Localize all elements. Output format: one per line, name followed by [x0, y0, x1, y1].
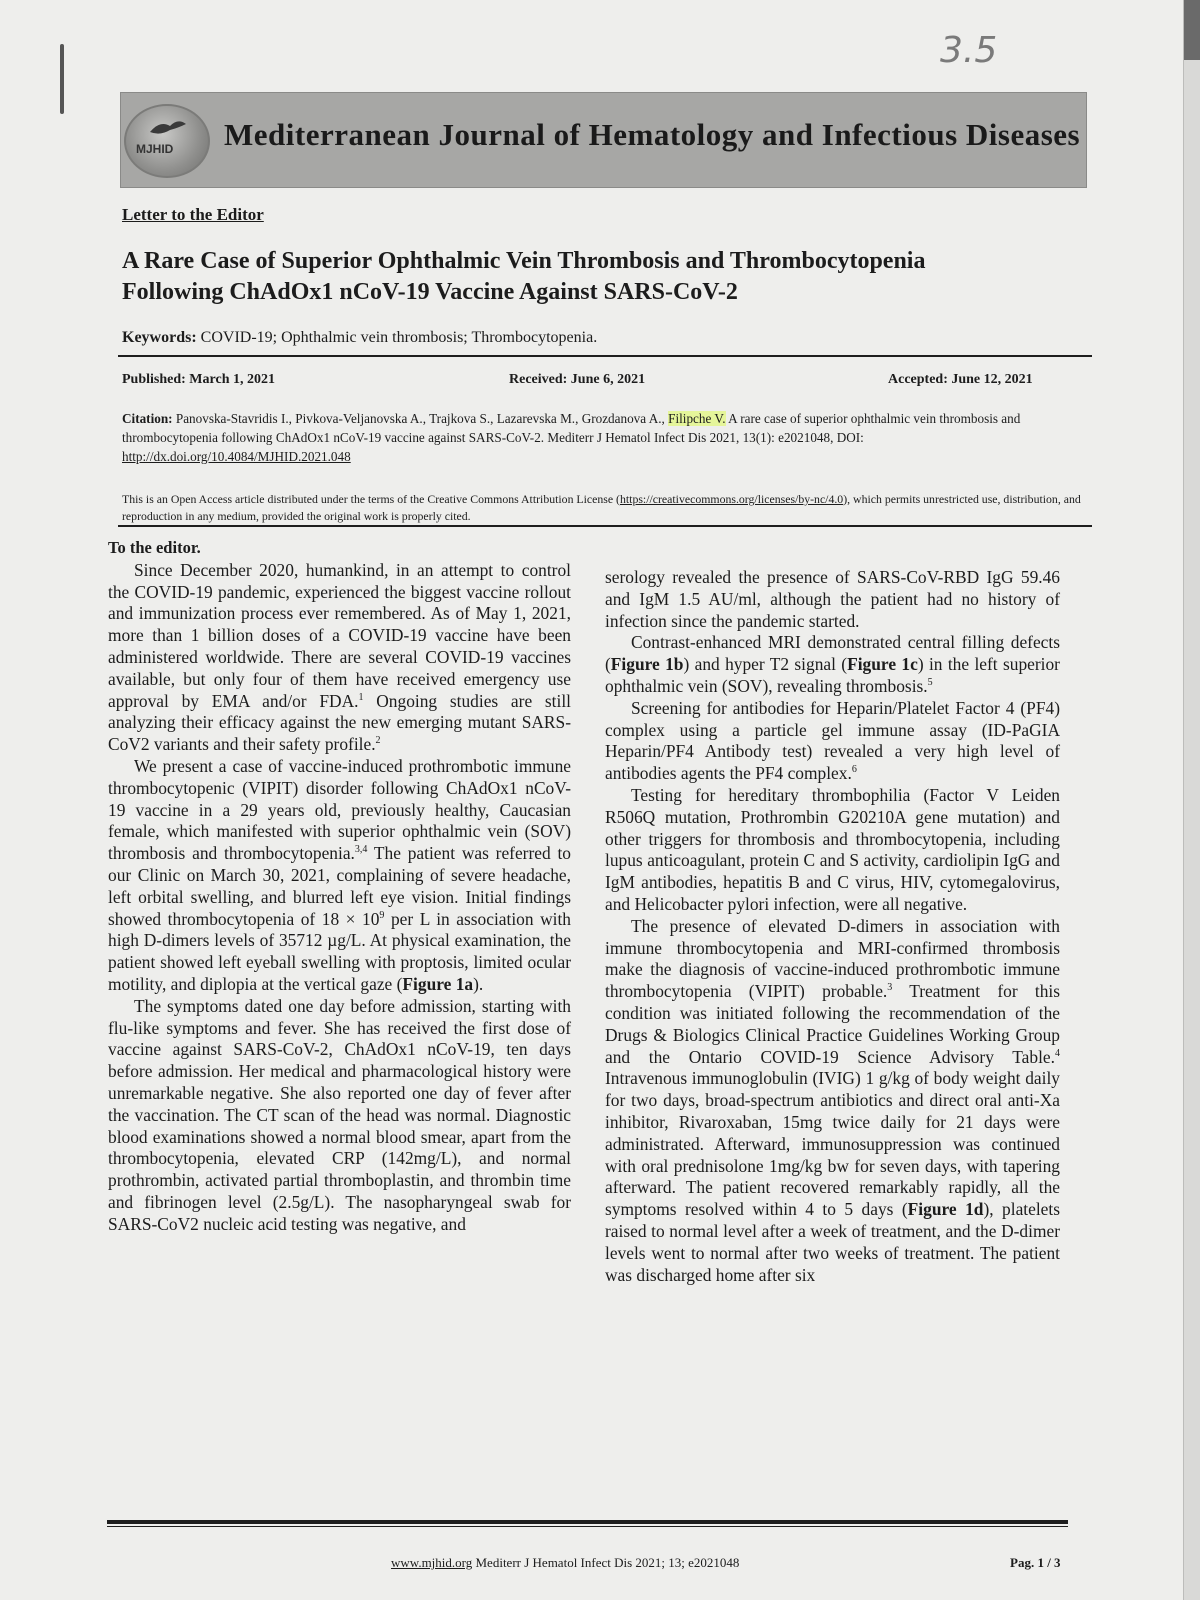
- figure-ref: Figure 1d: [907, 1199, 984, 1220]
- body-column-right: [605, 567, 1060, 1286]
- license-text: This is an Open Access article distributed under the terms of the Creative Commons Attribution License (: [122, 492, 620, 506]
- license-link[interactable]: https://creativecommons.org/licenses/by-nc/4.0: [619, 492, 844, 506]
- figure-ref: Figure 1c: [847, 654, 918, 675]
- citation-highlighted-author: Filipche V.: [668, 411, 726, 426]
- figure-ref: Figure 1a: [402, 973, 474, 994]
- body-heading: To the editor.: [108, 538, 201, 557]
- page-number: Pag. 1 / 3: [1010, 1555, 1061, 1570]
- paragraph: Since December 2020, humankind, in an attempt to control the COVID-19 pandemic, experienced the biggest vaccine rollout and immunization process ever remembered. As of May 1, 2021, more than 1 billion doses of a COVID-19 vaccine have been administered worldwide. There are several COVID-19 vaccines available, but only four of them have received emergency use approval by EMA and/or FDA.$^1$ Ongoing studies are still analyzing their efficacy against the new emerging mutant SARS-CoV2 variants and their safety profile.$^2$: [108, 559, 572, 755]
- body-column-left: [108, 537, 571, 1236]
- paragraph: Contrast-enhanced MRI demonstrated central filling defects (Figure 1b) and hyper T2 signal (Figure 1c) in the left superior ophthalmic vein (SOV), revealing thrombosis.$^5$: [605, 632, 1060, 696]
- article-section: Letter to the Editor: [122, 205, 264, 224]
- article-title-line: Following ChAdOx1 nCoV-19 Vaccine Against SARS-CoV-2: [122, 279, 738, 305]
- paragraph: We present a case of vaccine-induced prothrombotic immune thrombocytopenic (VIPIT) disorder following ChAdOx1 nCoV-19 vaccine in a 29 years old, previously healthy, Caucasian female, which manifested with superior ophthalmic vein (SOV) thrombosis and thrombocytopenia.$^{3,4}$ The patient was referred to our Clinic on March 30, 2021, complaining of severe headache, left orbital swelling, and blurred left eye vision. Initial findings showed thrombocytopenia of $18 \times 10^9$ per L in association with high D-dimers levels of 35712 µg/L. At physical examination, the patient showed left eyeball swelling with proptosis, limited ocular motility, and diplopia at the vertical gaze (Figure 1a).: [108, 755, 572, 994]
- citation-label: Citation:: [122, 411, 173, 426]
- citation: [122, 409, 1082, 466]
- handwritten-note: 3.5: [940, 30, 998, 71]
- logo-emblem-icon: [148, 118, 188, 136]
- keywords-list: COVID-19; Ophthalmic vein thrombosis; Thrombocytopenia.: [200, 329, 598, 346]
- journal-logo: [124, 104, 210, 178]
- keywords: [122, 329, 597, 347]
- citation-authors: Panovska-Stavridis I., Pivkova-Veljanovska A., Trajkova S., Lazarevska M., Grozdanova A.,: [175, 411, 665, 426]
- divider: [118, 355, 1092, 357]
- license-notice: [122, 491, 1082, 525]
- doi-link[interactable]: http://dx.doi.org/10.4084/MJHID.2021.048: [122, 449, 351, 464]
- paragraph: serology revealed the presence of SARS-CoV-RBD IgG 59.46 and IgM 1.5 AU/ml, although the patient had no history of infection since the pandemic started.: [605, 567, 1060, 631]
- paragraph: Screening for antibodies for Heparin/Platelet Factor 4 (PF4) complex using a particle gel immune assay (ID-PaGIA Heparin/PF4 Antibody test) revealed a very high level of antibodies agents the PF4 complex.$^6$: [605, 697, 1060, 784]
- journal-banner: [120, 92, 1087, 188]
- logo-text: MJHID: [136, 142, 174, 156]
- footer-divider: [107, 1520, 1068, 1524]
- accepted-date: Accepted: June 12, 2021: [888, 372, 1033, 387]
- paragraph: The presence of elevated D-dimers in association with immune thrombocytopenia and MRI-confirmed thrombosis make the diagnosis of vaccine-induced prothrombotic immune thrombocytopenia (VIPIT) probable.$^3$ Treatment for this condition was initiated following the recommendation of the Drugs & Biologics Clinical Practice Guidelines Working Group and the Ontario COVID-19 Science Advisory Table.$^4$ Intravenous immunoglobulin (IVIG) 1 g/kg of body weight daily for two days, broad-spectrum antibiotics and direct oral anti-Xa inhibitor, Rivaroxaban, 15mg twice daily for 21 days were administrated. Afterward, immunosuppression was continued with oral prednisolone 1mg/kg bw for seven days, with tapering afterward. The patient recovered remarkably rapidly, all the symptoms resolved within 4 to 5 days (Figure 1d), platelets raised to normal level after a week of treatment, and the D-dimer levels went to normal after two weeks of treatment. The patient was discharged home after six: [605, 915, 1061, 1285]
- footer-citation: Mediterr J Hematol Infect Dis 2021; 13; e2021048: [475, 1555, 740, 1570]
- paragraph: The symptoms dated one day before admission, starting with flu-like symptoms and fever. She has received the first dose of vaccine against SARS-CoV-2, ChAdOx1 nCoV-19, ten days before admission. Her medical and pharmacological history were unremarkable negative. She also reported one day of fever after the vaccination. The CT scan of the head was normal. Diagnostic blood examinations showed a normal blood smear, apart from the thrombocytopenia, elevated CRP (142mg/L), and normal prothrombin, activated partial thromboplastin, and thrombin time and fibrinogen level (2.5g/L). The nasopharyngeal swab for SARS-CoV2 nucleic acid testing was negative, and: [108, 995, 571, 1234]
- paragraph: Testing for hereditary thrombophilia (Factor V Leiden R506Q mutation, Prothrombin G20210A gene mutation) and other triggers for thrombosis and thrombocytopenia, including lupus anticoagulant, protein C and S activity, cardiolipin IgG and IgM antibodies, hepatitis B and C virus, HIV, cytomegalovirus, and Helicobacter pylori infection, were all negative.: [605, 784, 1060, 914]
- article-title-line: A Rare Case of Superior Ophthalmic Vein Thrombosis and Thrombocytopenia: [122, 248, 926, 274]
- license-text: ), which permits unrestricted use, distribution, and reproduction in any medium, provided the original work is properly cited.: [122, 492, 1081, 523]
- divider: [118, 525, 1092, 527]
- journal-name: Mediterranean Journal of Hematology and Infectious Diseases: [224, 117, 1081, 152]
- keywords-label: Keywords:: [122, 329, 197, 346]
- figure-ref: Figure 1b: [610, 654, 684, 675]
- footer-divider: [107, 1526, 1068, 1527]
- received-date: Received: June 6, 2021: [509, 372, 646, 387]
- article-title: [122, 246, 1082, 308]
- published-date: Published: March 1, 2021: [122, 372, 275, 387]
- journal-website-link[interactable]: www.mjhid.org: [391, 1555, 473, 1570]
- page-footer: [391, 1555, 739, 1571]
- citation-reference: A rare case of superior ophthalmic vein thrombosis and thrombocytopenia following ChAdOx1 nCoV-19 vaccine against SARS-CoV-2. Mediterr J Hematol Infect Dis 2021, 13(1): e2021048, DOI:: [122, 411, 1021, 445]
- binder-mark: [60, 44, 64, 114]
- scan-page-edge: [1183, 0, 1200, 1600]
